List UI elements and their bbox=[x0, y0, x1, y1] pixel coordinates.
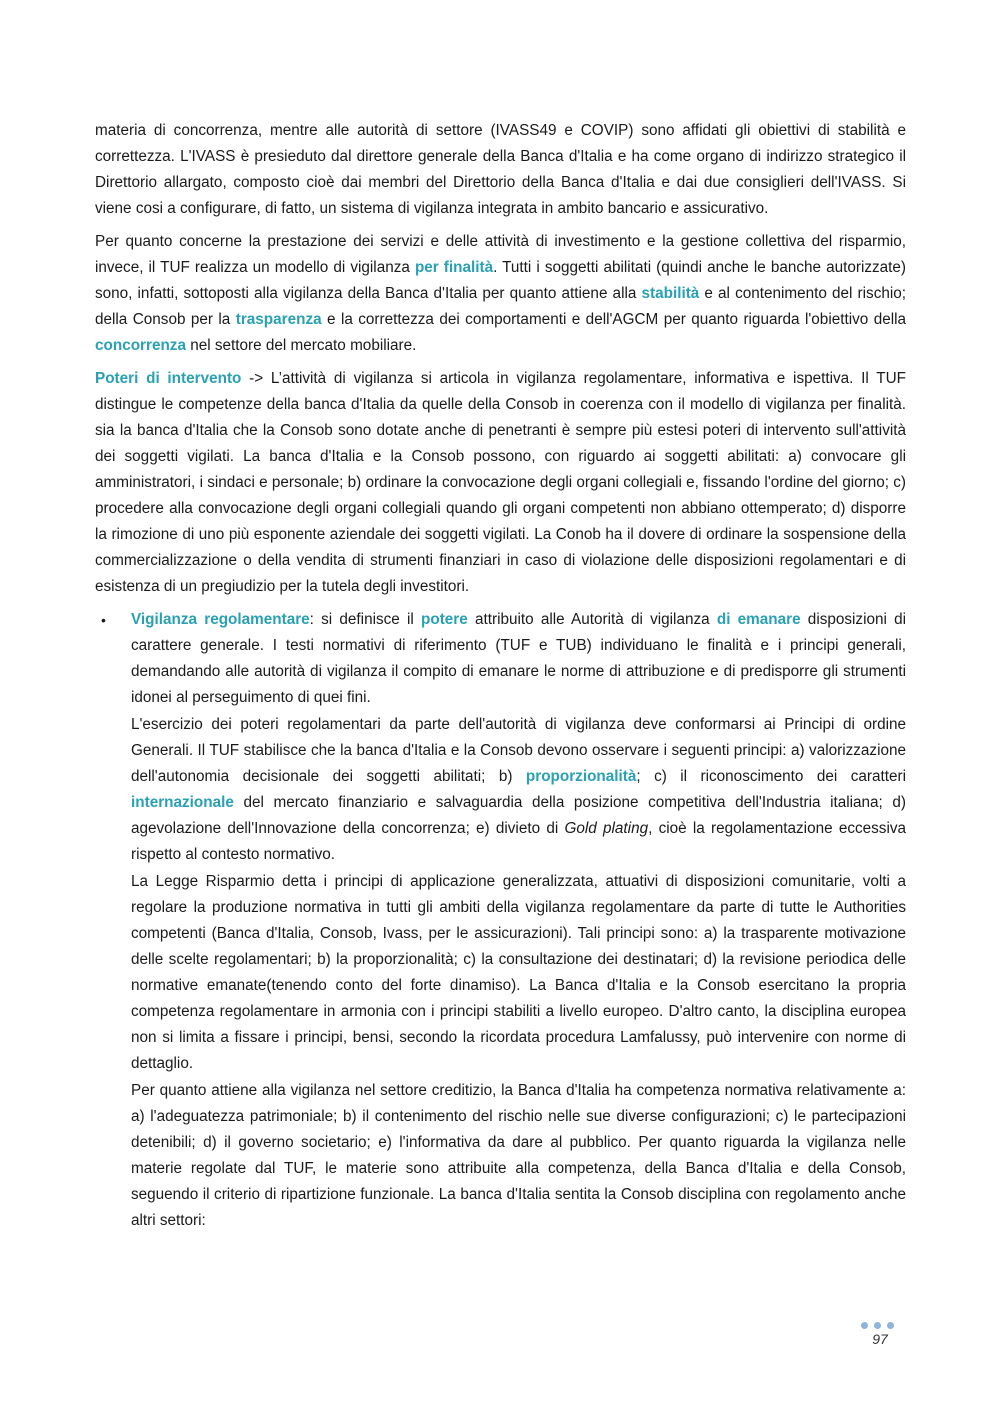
bullet-paragraph-principi-tuf bbox=[131, 712, 906, 868]
highlight-vigilanza-regolamentare: Vigilanza regolamentare bbox=[131, 611, 310, 628]
text-run: nel settore del mercato mobiliare. bbox=[185, 337, 417, 354]
text-run: disposizioni di carattere generale. I testi normativi di riferimento (TUF e TUB) individuano le finalità e i principi generali, demandando alle autorità di vigilanza il compito di emanare le norme di attribuzione e di predisporre gli strumenti idonei al perseguimento di quei fini. bbox=[131, 611, 907, 706]
bullet-paragraph-settore-creditizio: Per quanto attiene alla vigilanza nel settore creditizio, la Banca d'Italia ha competenza normativa relativamente a: a) l'adeguatezza patrimoniale; b) il contenimento del rischio nelle sue diverse configurazioni; c) le partecipazioni detenibili; d) il governo societario; e) l'informativa da dare al pubblico. Per quanto riguarda la vigilanza nelle materie regolate dal TUF, le materie sono attribuite alla competenza, della Banca d'Italia e della Consob, seguendo il criterio di ripartizione funzionale. La banca d'Italia sentita la Consob disciplina con regolamento anche altri settori: bbox=[131, 1082, 906, 1229]
text-run: e la correttezza dei comportamenti e dell'AGCM per quanto riguarda l'obiettivo della bbox=[321, 311, 907, 328]
text-run: ; c) il riconoscimento dei caratteri bbox=[636, 768, 906, 785]
footer-dot bbox=[887, 1322, 894, 1329]
text-run: L'esercizio dei poteri regolamentari da parte dell'autorità di vigilanza deve conformarsi ai Principi di ordine Generali. Il TUF stabilisce che la banca d'Italia e la Consob devono osservare i seguenti principi: a) valorizzazione dell'autonomia decisionale dei soggetti abilitati; b) bbox=[131, 716, 906, 785]
paragraph-vigilanza-integrata: materia di concorrenza, mentre alle autorità di settore (IVASS49 e COVIP) sono affidati gli obiettivi di stabilità e correttezza. L'IVASS è presieduto dal direttore generale della Banca d'Italia e ha come organo di indirizzo strategico il Direttorio allargato, composto cioè dai membri del Direttorio della Banca d'Italia e dai due consiglieri dell'IVASS. Si viene cosi a configurare, di fatto, un sistema di vigilanza integrata in ambito bancario e assicurativo. bbox=[95, 122, 906, 217]
text-run: . Tutti i soggetti abilitati (quindi anche le banche autorizzate) sono, infatti, sottoposti alla vigilanza della Banca d'Italia per quanto attiene alla bbox=[95, 259, 907, 302]
highlight-concorrenza: concorrenza bbox=[95, 337, 186, 354]
document-page bbox=[95, 118, 906, 1235]
bullet-marker: • bbox=[101, 612, 106, 628]
highlight-potere: potere bbox=[421, 611, 468, 628]
bullet-paragraph-definizione bbox=[131, 607, 906, 711]
paragraph-poteri-di-intervento bbox=[95, 366, 906, 600]
highlight-proporzionalita: proporzionalità bbox=[525, 768, 637, 785]
footer-dot bbox=[874, 1322, 881, 1329]
text-run: del mercato finanziario e salvaguardia della posizione competitiva dell'Industria italiana; d) agevolazione dell'Innovazione della concorrenza; e) divieto di bbox=[131, 794, 906, 837]
bullet-paragraph-legge-risparmio: La Legge Risparmio detta i principi di applicazione generalizzata, attuativi di disposizioni comunitarie, volti a regolare la produzione normativa in tutti gli ambiti della vigilanza regolamentare da parte di tutte le Authorities competenti (Banca d'Italia, Consob, Ivass, per le assicurazioni). Tali principi sono: a) la trasparente motivazione delle scelte regolamentari; b) la proporzionalità; c) la consultazione dei destinatari; d) la revisione periodica delle normative emanate(tenendo conto del forte dinamiso). La Banca d'Italia e la Consob esercitano la propria competenza regolamentare in armonia con i principi stabiliti a livello europeo. D'altro canto, la disciplina europea non si limita a fissare i principi, bensi, secondo la ricordata procedura Lamfalussy, può intervenire con norme di dettaglio. bbox=[131, 873, 906, 1072]
text-run: attribuito alle Autorità di vigilanza bbox=[467, 611, 717, 628]
highlight-per-finalita: per finalità bbox=[414, 259, 494, 276]
text-run: , cioè la regolamentazione eccessiva rispetto al contesto normativo. bbox=[131, 820, 906, 863]
highlight-internazionale: internazionale bbox=[131, 794, 234, 811]
highlight-trasparenza: trasparenza bbox=[235, 311, 322, 328]
footer-dot bbox=[861, 1322, 868, 1329]
highlight-di-emanare: di emanare bbox=[716, 611, 801, 628]
text-run: e al contenimento del rischio; della Consob per la bbox=[95, 285, 907, 328]
bullet-vigilanza-regolamentare bbox=[95, 607, 906, 1234]
highlight-poteri-di-intervento: Poteri di intervento bbox=[95, 370, 242, 387]
italic-gold-plating: Gold plating bbox=[564, 820, 649, 837]
text-run: : si definisce il bbox=[309, 611, 422, 628]
paragraph-vigilanza-per-finalita bbox=[95, 229, 906, 359]
page-number: 97 bbox=[872, 1331, 888, 1347]
highlight-stabilita: stabilità bbox=[641, 285, 700, 302]
text-run: Per quanto concerne la prestazione dei servizi e delle attività di investimento e la gestione collettiva del risparmio, invece, il TUF realizza un modello di vigilanza bbox=[95, 233, 906, 276]
text-run: -> L’attività di vigilanza si articola in vigilanza regolamentare, informativa e ispettiva. Il TUF distingue le competenze della banca d'Italia da quelle della Consob in coerenza con il modello di vigilanza per finalità. sia la banca d'Italia che la Consob sono dotate anche di penetranti è sempre più estesi poteri di intervento sull'attività dei soggetti vigilati. La banca d'Italia e la Consob possono, con riguardo ai soggetti abilitati: a) convocare gli amministratori, i sindaci e personale; b) ordinare la convocazione degli organi collegiali e, fissando l'ordine del giorno; c) procedere alla convocazione degli organi collegiali quando gli organi competenti non abbiano ottemperato; d) disporre la rimozione di uno più esponente aziendale dei soggetti vigilati. La Conob ha il dovere di ordinare la sospensione della commercializzazione o della vendita di strumenti finanziari in caso di violazione delle disposizioni regolamentari e di esistenza di un pregiudizio per la tutela degli investitori. bbox=[95, 370, 907, 595]
